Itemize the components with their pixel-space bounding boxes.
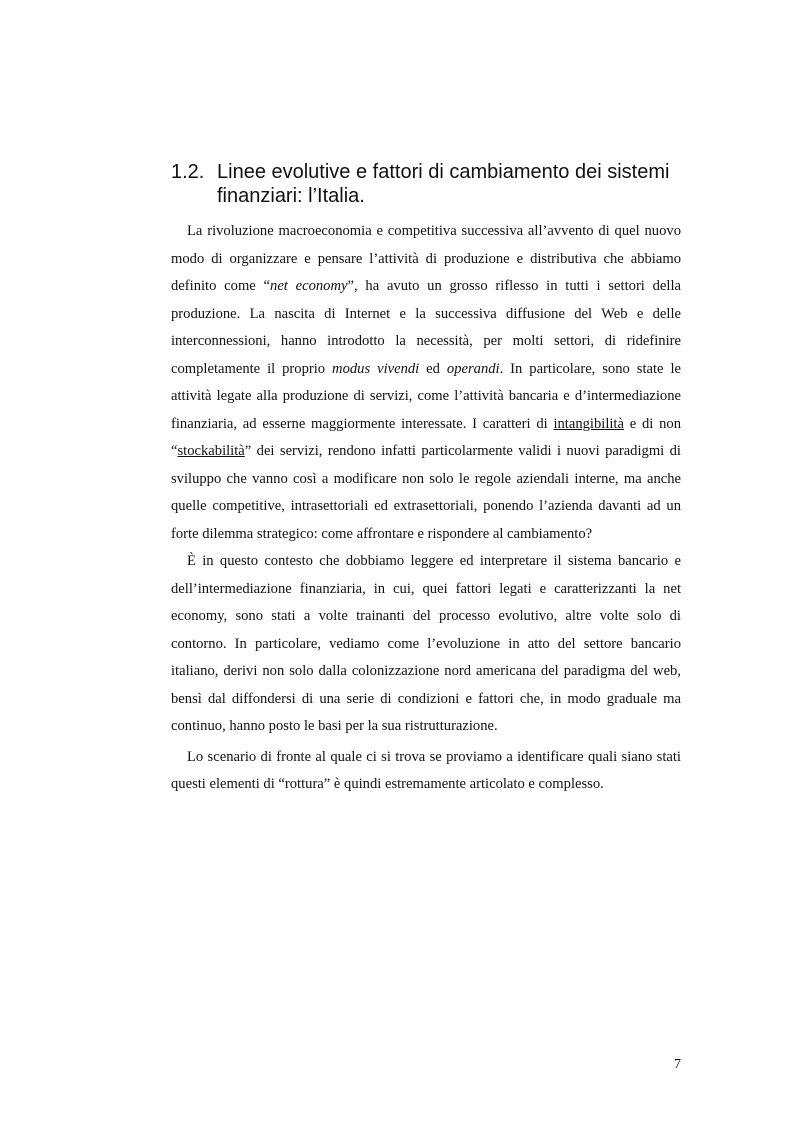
p1-text-6: ” dei servizi, rendono infatti particolarmente validi i nuovi paradigmi di sviluppo che vanno così a modificare non solo le regole aziendali interne, ma anche quelle competitive, intrasettoriali ed extrasettoriali, ponendo l’azienda davanti ad un forte dilemma strategico: come affrontare e rispondere al cambiamento? bbox=[171, 443, 681, 542]
p1-text-1: La rivoluzione macroeconomia e competitiva successiva all’avvento di quel nuovo modo di organizzare e pensare l’attività di produzione e distributiva che abbiamo definito come “ bbox=[171, 223, 681, 294]
p1-text-5: e di non “ bbox=[171, 415, 681, 459]
p1-text-2: ”, ha avuto un grosso riflesso in tutti i settori della produzione. La nascita di Internet e la successiva diffusione del Web e delle interconnessioni, hanno introdotto la necessità, per molti settori, di ridefinire completamente il proprio bbox=[171, 278, 681, 377]
p1-text-3: ed bbox=[419, 360, 447, 377]
section-number: 1.2. bbox=[171, 161, 205, 183]
body-text bbox=[171, 218, 681, 799]
paragraph-3: Lo scenario di fronte al quale ci si trova se proviamo a identificare quali siano stati questi elementi di “rottura” è quindi estremamente articolato e complesso. bbox=[171, 748, 681, 792]
p1-underline-stockabilita: stockabilità bbox=[177, 443, 245, 459]
paragraph-1 bbox=[171, 218, 681, 548]
page-number: 7 bbox=[674, 1057, 681, 1072]
section-title: Linee evolutive e fattori di cambiamento dei sistemi finanziari: l’Italia. bbox=[217, 161, 670, 207]
p1-emphasis-modus-vivendi: modus vivendi bbox=[332, 360, 420, 377]
p1-emphasis-operandi: operandi bbox=[446, 360, 500, 377]
p1-underline-intangibilita: intangibilità bbox=[553, 415, 624, 432]
p1-text-4: . In particolare, sono state le attività legate alla produzione di servizi, come l’attività bancaria e d’intermediazione finanziaria, ad esserne maggiormente interessate. I caratteri di bbox=[171, 360, 681, 432]
paragraph-2: È in questo contesto che dobbiamo leggere ed interpretare il sistema bancario e dell’intermediazione finanziaria, in cui, quei fattori legati e caratterizzanti la net economy, sono stati a volte trainanti del processo evolutivo, altre volte solo di contorno. In particolare, vediamo come l’evoluzione in atto del settore bancario italiano, derivi non solo dalla colonizzazione nord americana del paradigma del web, bensì dal diffondersi di una serie di condizioni e fattori che, in modo graduale ma continuo, hanno posto le basi per la sua ristrutturazione. bbox=[171, 553, 681, 734]
p1-emphasis-net-economy: net economy bbox=[270, 278, 348, 294]
section-heading bbox=[171, 160, 691, 208]
